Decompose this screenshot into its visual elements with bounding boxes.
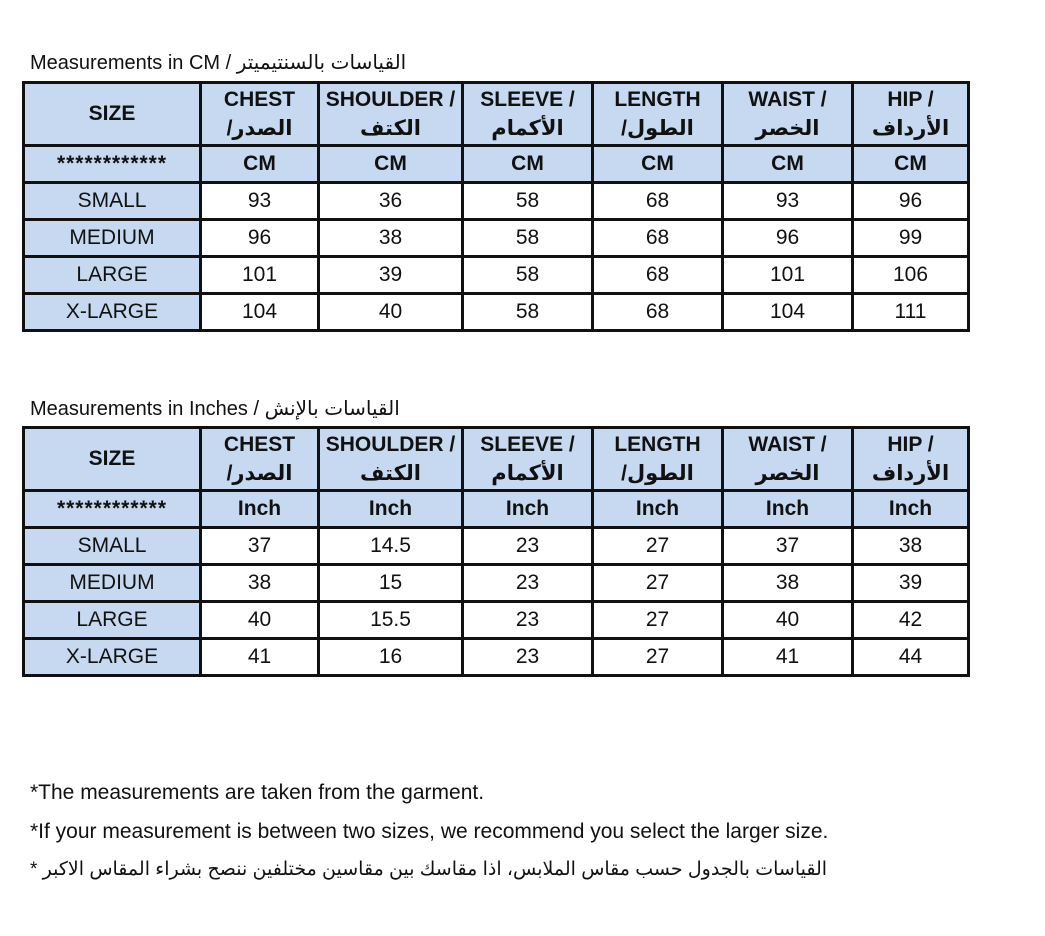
chest-cell: 104 (201, 294, 319, 331)
unit-cell: Inch (723, 491, 853, 528)
waist-cell: 93 (723, 183, 853, 220)
note-larger-size: *If your measurement is between two sizes, we recommend you select the larger size. (30, 820, 829, 843)
length-cell: 68 (593, 220, 723, 257)
table-row (24, 257, 969, 294)
waist-cell: 104 (723, 294, 853, 331)
unit-row (24, 491, 969, 528)
hip-cell: 44 (853, 639, 969, 676)
sleeve-cell: 58 (463, 183, 593, 220)
shoulder-cell: 38 (319, 220, 463, 257)
table-row (24, 294, 969, 331)
unit-cell: Inch (201, 491, 319, 528)
waist-column-header: WAIST / الخصر (723, 83, 853, 146)
inch-size-table (22, 426, 970, 677)
chest-cell: 93 (201, 183, 319, 220)
hip-cell: 42 (853, 602, 969, 639)
unit-cell: CM (319, 146, 463, 183)
unit-cell: Inch (853, 491, 969, 528)
hip-cell: 38 (853, 528, 969, 565)
size-cell: MEDIUM (24, 220, 201, 257)
note-arabic: القياسات بالجدول حسب مقاس الملابس، اذا مقاسك بين مقاسين مختلفين ننصح بشراء المقاس الاكبر * (30, 859, 828, 880)
inch-table-caption: Measurements in Inches / القياسات بالإنش (30, 398, 400, 420)
size-cell: X-LARGE (24, 639, 201, 676)
shoulder-cell: 15 (319, 565, 463, 602)
waist-cell: 40 (723, 602, 853, 639)
cm-size-table (22, 81, 970, 332)
shoulder-cell: 40 (319, 294, 463, 331)
size-column-header: SIZE (24, 428, 201, 491)
chest-cell: 38 (201, 565, 319, 602)
chest-cell: 41 (201, 639, 319, 676)
table-row (24, 639, 969, 676)
size-cell: MEDIUM (24, 565, 201, 602)
unit-cell: Inch (593, 491, 723, 528)
cm-table-caption: Measurements in CM / القياسات بالسنتيميتر (30, 52, 407, 74)
sleeve-cell: 23 (463, 528, 593, 565)
shoulder-cell: 16 (319, 639, 463, 676)
sleeve-cell: 23 (463, 565, 593, 602)
size-cell: X-LARGE (24, 294, 201, 331)
note-garment: *The measurements are taken from the garment. (30, 781, 485, 804)
waist-cell: 101 (723, 257, 853, 294)
unit-cell: CM (853, 146, 969, 183)
sleeve-column-header: SLEEVE / الأكمام (463, 83, 593, 146)
table-header-row (24, 83, 969, 146)
length-cell: 68 (593, 183, 723, 220)
hip-cell: 96 (853, 183, 969, 220)
shoulder-cell: 15.5 (319, 602, 463, 639)
length-cell: 68 (593, 257, 723, 294)
unit-cell: Inch (319, 491, 463, 528)
length-cell: 27 (593, 602, 723, 639)
shoulder-cell: 36 (319, 183, 463, 220)
size-cell: LARGE (24, 602, 201, 639)
hip-cell: 111 (853, 294, 969, 331)
hip-cell: 39 (853, 565, 969, 602)
unit-cell: Inch (463, 491, 593, 528)
length-column-header: LENGTH الطول/ (593, 83, 723, 146)
waist-column-header: WAIST / الخصر (723, 428, 853, 491)
shoulder-column-header: SHOULDER / الكتف (319, 83, 463, 146)
chest-cell: 96 (201, 220, 319, 257)
chest-cell: 40 (201, 602, 319, 639)
table-row (24, 183, 969, 220)
waist-cell: 41 (723, 639, 853, 676)
shoulder-cell: 14.5 (319, 528, 463, 565)
table-row (24, 528, 969, 565)
sleeve-column-header: SLEEVE / الأكمام (463, 428, 593, 491)
shoulder-cell: 39 (319, 257, 463, 294)
stars-cell: ************ (24, 146, 201, 183)
length-cell: 27 (593, 639, 723, 676)
sleeve-cell: 58 (463, 294, 593, 331)
table-header-row (24, 428, 969, 491)
unit-cell: CM (463, 146, 593, 183)
chest-column-header: CHEST الصدر/ (201, 428, 319, 491)
size-cell: SMALL (24, 183, 201, 220)
shoulder-column-header: SHOULDER / الكتف (319, 428, 463, 491)
chest-cell: 37 (201, 528, 319, 565)
length-column-header: LENGTH الطول/ (593, 428, 723, 491)
table-row (24, 565, 969, 602)
hip-cell: 99 (853, 220, 969, 257)
waist-cell: 38 (723, 565, 853, 602)
size-column-header: SIZE (24, 83, 201, 146)
chest-column-header: CHEST الصدر/ (201, 83, 319, 146)
table-row (24, 220, 969, 257)
size-cell: LARGE (24, 257, 201, 294)
unit-row (24, 146, 969, 183)
hip-cell: 106 (853, 257, 969, 294)
sleeve-cell: 58 (463, 257, 593, 294)
sleeve-cell: 23 (463, 602, 593, 639)
length-cell: 27 (593, 528, 723, 565)
sleeve-cell: 23 (463, 639, 593, 676)
hip-column-header: HIP / الأرداف (853, 428, 969, 491)
length-cell: 27 (593, 565, 723, 602)
sleeve-cell: 58 (463, 220, 593, 257)
unit-cell: CM (593, 146, 723, 183)
size-cell: SMALL (24, 528, 201, 565)
waist-cell: 37 (723, 528, 853, 565)
chest-cell: 101 (201, 257, 319, 294)
table-row (24, 602, 969, 639)
stars-cell: ************ (24, 491, 201, 528)
hip-column-header: HIP / الأرداف (853, 83, 969, 146)
unit-cell: CM (201, 146, 319, 183)
length-cell: 68 (593, 294, 723, 331)
unit-cell: CM (723, 146, 853, 183)
waist-cell: 96 (723, 220, 853, 257)
